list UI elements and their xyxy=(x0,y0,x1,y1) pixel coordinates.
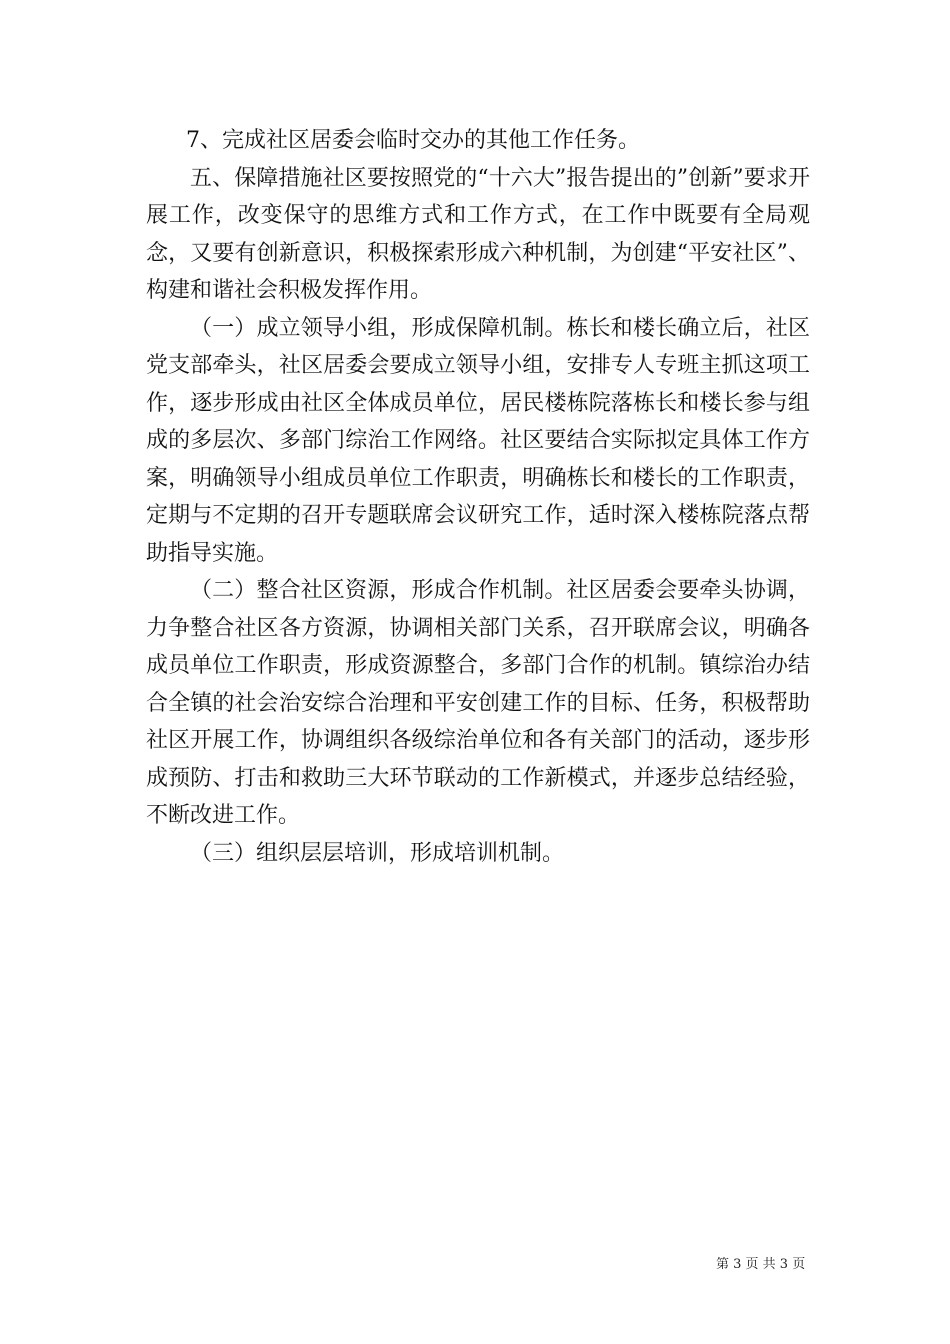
paragraph-subsection-3: （三）组织层层培训，形成培训机制。 xyxy=(190,840,565,866)
document-body xyxy=(146,122,810,872)
page-number-footer: 第 3 页 共 3 页 xyxy=(716,1257,806,1272)
paragraph-item-7: 7、完成社区居委会临时交办的其他工作任务。 xyxy=(186,128,640,153)
paragraph-subsection-1: （一）成立领导小组，形成保障机制。栋长和楼长确立后，社区党支部牵头，社区居委会要成立领导小组，安排专人专班主抓这项工作，逐步形成由社区全体成员单位，居民楼栋院落栋长和楼长参与组成的多层次、多部门综治工作网络。社区要结合实际拟定具体工作方案，明确领导小组成员单位工作职责，明确栋长和楼长的工作职责，定期与不定期的召开专题联席会议研究工作，适时深入楼栋院落点帮助指导实施。 xyxy=(146,315,810,566)
paragraph-section-5-safeguards: 五、保障措施社区要按照党的“十六大”报告提出的”创新”要求开展工作，改变保守的思维方式和工作方式，在工作中既要有全局观念，又要有创新意识，积极探索形成六种机制，为创建“平安社区”、构建和谐社会积极发挥作用。 xyxy=(146,165,810,303)
paragraph-subsection-2: （二）整合社区资源，形成合作机制。社区居委会要牵头协调，力争整合社区各方资源，协调相关部门关系，召开联席会议，明确各成员单位工作职责，形成资源整合，多部门合作的机制。镇综治办结合全镇的社会治安综合治理和平安创建工作的目标、任务，积极帮助社区开展工作，协调组织各级综治单位和各有关部门的活动，逐步形成预防、打击和救助三大环节联动的工作新模式，并逐步总结经验，不断改进工作。 xyxy=(146,578,810,828)
